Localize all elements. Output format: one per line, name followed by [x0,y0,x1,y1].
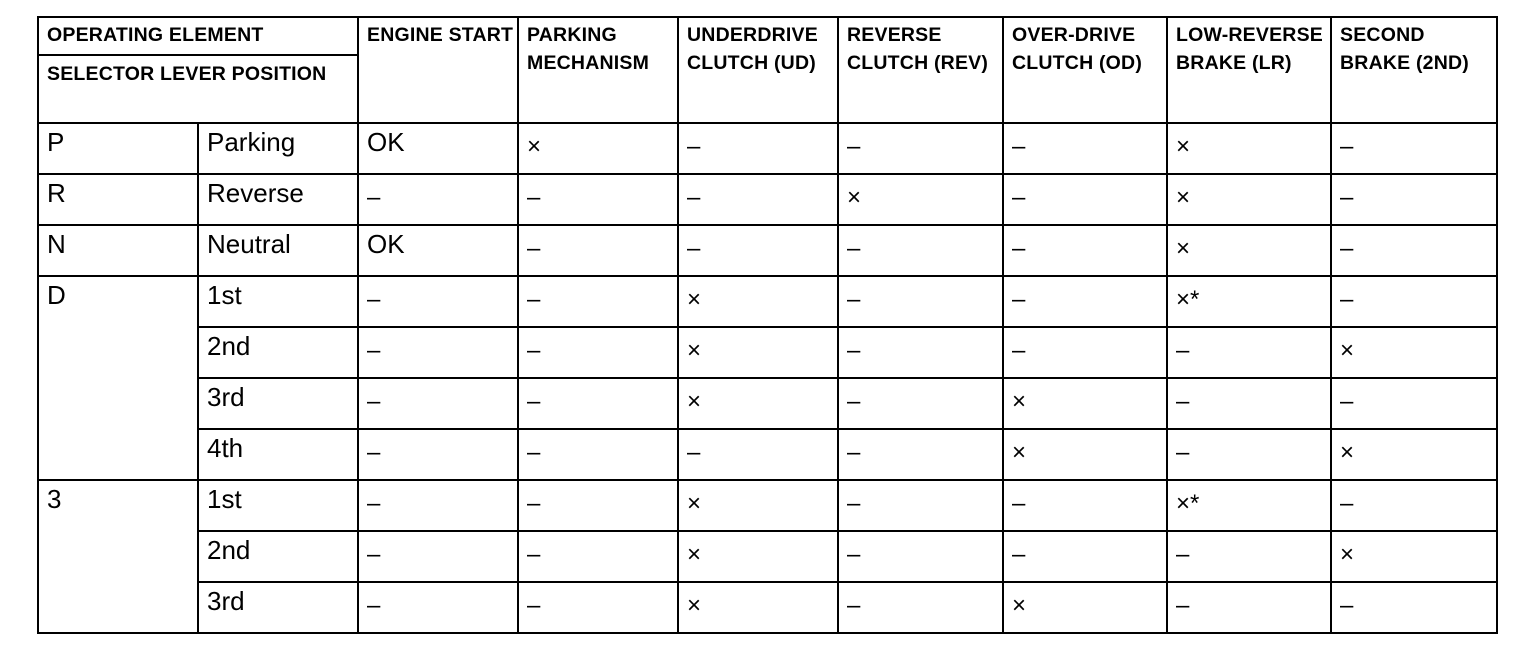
operation-value-cell: × [678,378,838,429]
operation-value-cell: × [1003,429,1167,480]
operation-value-cell: × [1003,378,1167,429]
operation-value-cell: – [358,531,518,582]
operation-value-cell: – [1167,429,1331,480]
table-row [38,480,1497,531]
operation-value-cell: – [1003,276,1167,327]
operation-value-cell: × [1167,174,1331,225]
gear-name-cell: 2nd [198,327,358,378]
operation-value-cell: OK [358,225,518,276]
table-row [38,531,1497,582]
operation-value-cell: × [678,480,838,531]
operation-value-cell: – [1003,225,1167,276]
operation-value-cell: OK [358,123,518,174]
operation-value-cell: – [1331,123,1497,174]
gear-name-cell: 3rd [198,378,358,429]
operation-value-cell: × [1003,582,1167,633]
selector-position-cell: R [38,174,198,225]
operating-element-table [37,16,1498,634]
operation-value-cell: – [358,174,518,225]
operation-value-cell: – [678,429,838,480]
table-row [38,276,1497,327]
operation-value-cell: – [1331,582,1497,633]
operation-value-cell: – [838,531,1003,582]
table-row [38,378,1497,429]
operation-value-cell: × [1331,531,1497,582]
selector-position-cell: 3 [38,480,198,633]
operation-value-cell: – [1167,327,1331,378]
operation-value-cell: – [838,429,1003,480]
operation-value-cell: – [358,582,518,633]
column-header-overdrive-clutch: OVER-DRIVE CLUTCH (OD) [1003,17,1167,123]
operation-value-cell: – [838,225,1003,276]
operation-value-cell: – [1003,327,1167,378]
table-row [38,225,1497,276]
operation-value-cell: – [518,225,678,276]
operation-value-cell: – [358,378,518,429]
operation-value-cell: – [358,480,518,531]
column-header-reverse-clutch: REVERSE CLUTCH (REV) [838,17,1003,123]
column-header-engine-start: ENGINE START [358,17,518,123]
operation-value-cell: – [1003,174,1167,225]
gear-name-cell: Parking [198,123,358,174]
gear-name-cell: 1st [198,276,358,327]
gear-name-cell: Neutral [198,225,358,276]
operation-value-cell: – [838,276,1003,327]
operation-value-cell: – [518,276,678,327]
operation-value-cell: – [358,429,518,480]
operation-value-cell: – [838,582,1003,633]
operation-value-cell: – [358,276,518,327]
operation-value-cell: – [518,327,678,378]
operation-value-cell: – [358,327,518,378]
operation-value-cell: – [1331,225,1497,276]
operation-value-cell: – [678,123,838,174]
column-header-underdrive-clutch: UNDERDRIVE CLUTCH (UD) [678,17,838,123]
operation-value-cell: ×* [1167,480,1331,531]
table-row [38,174,1497,225]
selector-lever-position-header: SELECTOR LEVER POSITION [38,55,358,123]
gear-name-cell: 4th [198,429,358,480]
column-header-parking-mechanism: PARKING MECHANISM [518,17,678,123]
operation-value-cell: – [518,174,678,225]
operation-value-cell: × [1331,327,1497,378]
operation-value-cell: – [1331,174,1497,225]
table-row [38,429,1497,480]
gear-name-cell: 2nd [198,531,358,582]
gear-name-cell: 1st [198,480,358,531]
operation-value-cell: – [1003,123,1167,174]
operation-value-cell: – [1003,531,1167,582]
operation-value-cell: – [1167,531,1331,582]
table-body [38,123,1497,633]
operation-value-cell: – [1167,378,1331,429]
operation-value-cell: ×* [1167,276,1331,327]
operation-value-cell: × [678,531,838,582]
selector-position-cell: D [38,276,198,480]
operation-value-cell: × [518,123,678,174]
table-row [38,123,1497,174]
selector-position-cell: N [38,225,198,276]
operation-value-cell: – [678,174,838,225]
operation-value-cell: – [518,582,678,633]
operation-value-cell: – [838,378,1003,429]
operation-value-cell: – [1003,480,1167,531]
operation-value-cell: × [1331,429,1497,480]
operation-value-cell: – [1331,480,1497,531]
operation-value-cell: – [1167,582,1331,633]
gear-name-cell: 3rd [198,582,358,633]
operation-value-cell: – [838,327,1003,378]
table-row [38,582,1497,633]
operation-value-cell: – [518,480,678,531]
operation-value-cell: × [678,582,838,633]
operation-value-cell: × [1167,225,1331,276]
operating-element-header: OPERATING ELEMENT [38,17,358,55]
operation-value-cell: × [678,276,838,327]
operation-value-cell: – [1331,378,1497,429]
gear-name-cell: Reverse [198,174,358,225]
operation-value-cell: – [518,378,678,429]
table-row [38,327,1497,378]
operation-value-cell: × [838,174,1003,225]
column-header-second-brake: SECOND BRAKE (2ND) [1331,17,1497,123]
operation-value-cell: – [518,531,678,582]
operation-value-cell: × [1167,123,1331,174]
operation-value-cell: × [678,327,838,378]
operation-value-cell: – [1331,276,1497,327]
operation-value-cell: – [518,429,678,480]
operation-value-cell: – [838,480,1003,531]
operation-value-cell: – [838,123,1003,174]
operation-value-cell: – [678,225,838,276]
column-header-low-reverse-brake: LOW-REVERSE BRAKE (LR) [1167,17,1331,123]
selector-position-cell: P [38,123,198,174]
